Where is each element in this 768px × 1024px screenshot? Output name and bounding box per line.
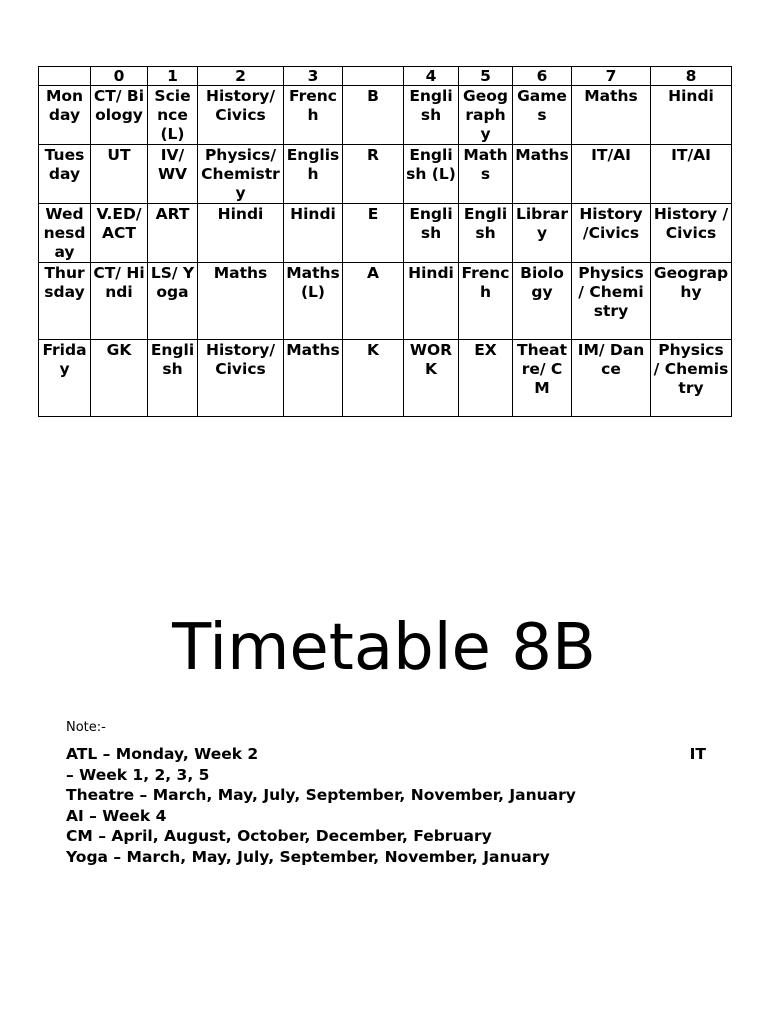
header-cell: 2 [198,67,284,86]
period-cell: Hindi [404,263,459,340]
note-theatre: Theatre – March, May, July, September, November, January [66,786,576,805]
timetable [38,66,732,417]
day-cell: Monday [39,86,91,145]
period-cell: LS/ Yoga [148,263,198,340]
period-cell: Geography [459,86,513,145]
header-cell: 7 [572,67,651,86]
period-cell: Biology [513,263,572,340]
period-cell: UT [91,145,148,204]
timetable-body [39,86,732,417]
table-row [39,86,732,145]
timetable-header [39,67,732,86]
header-row [39,67,732,86]
header-cell: 5 [459,67,513,86]
period-cell: Science (L) [148,86,198,145]
period-cell: IV/ WV [148,145,198,204]
period-cell: Maths [198,263,284,340]
table-row [39,145,732,204]
period-cell: EX [459,340,513,417]
note-yoga: Yoga – March, May, July, September, November, January [66,847,550,866]
period-cell: Hindi [198,204,284,263]
period-cell: Hindi [651,86,732,145]
period-cell: Physics / Chemistry [651,340,732,417]
period-cell: B [343,86,404,145]
header-cell [343,67,404,86]
page-title: Timetable 8B [172,611,596,685]
header-cell: 3 [284,67,343,86]
period-cell: E [343,204,404,263]
note-it-weeks: – Week 1, 2, 3, 5 [66,765,210,784]
period-cell: Maths (L) [284,263,343,340]
header-cell: 0 [91,67,148,86]
period-cell: English (L) [404,145,459,204]
period-cell: IM/ Dance [572,340,651,417]
period-cell: History/ Civics [198,340,284,417]
header-cell: 4 [404,67,459,86]
period-cell: CT/ Biology [91,86,148,145]
period-cell: History /Civics [651,204,732,263]
day-cell: Thursday [39,263,91,340]
header-cell: 6 [513,67,572,86]
note-atl: ATL – Monday, Week 2 [66,745,259,763]
period-cell: Maths [284,340,343,417]
period-cell: Library [513,204,572,263]
period-cell: A [343,263,404,340]
note-ai: AI – Week 4 [66,806,167,825]
day-cell: Friday [39,340,91,417]
period-cell: Maths [513,145,572,204]
period-cell: Theatre/ CM [513,340,572,417]
period-cell: CT/ Hindi [91,263,148,340]
header-cell: 8 [651,67,732,86]
day-cell: Tuesday [39,145,91,204]
period-cell: History /Civics [572,204,651,263]
period-cell: Hindi [284,204,343,263]
notes [66,744,706,868]
period-cell: GK [91,340,148,417]
period-cell: English [404,204,459,263]
period-cell: Games [513,86,572,145]
period-cell: English [148,340,198,417]
period-cell: Physics/ Chemistry [198,145,284,204]
table-row [39,340,732,417]
period-cell: French [459,263,513,340]
period-cell: Physics / Chemistry [572,263,651,340]
note-cm: CM – April, August, October, December, February [66,827,492,846]
period-cell: V.ED/ACT [91,204,148,263]
period-cell: History/ Civics [198,86,284,145]
period-cell: ART [148,204,198,263]
period-cell: Geography [651,263,732,340]
period-cell: English [459,204,513,263]
header-cell [39,67,91,86]
period-cell: Maths [572,86,651,145]
period-cell: K [343,340,404,417]
period-cell: IT/AI [572,145,651,204]
note-atl-it-line [66,744,706,765]
period-cell: English [404,86,459,145]
note-it-prefix: IT [689,745,706,763]
period-cell: English [284,145,343,204]
period-cell: R [343,145,404,204]
period-cell: WORK [404,340,459,417]
period-cell: IT/AI [651,145,732,204]
day-cell: Wednesday [39,204,91,263]
note-label: Note:- [66,720,106,735]
period-cell: Maths [459,145,513,204]
header-cell: 1 [148,67,198,86]
period-cell: French [284,86,343,145]
table-row [39,204,732,263]
table-row [39,263,732,340]
